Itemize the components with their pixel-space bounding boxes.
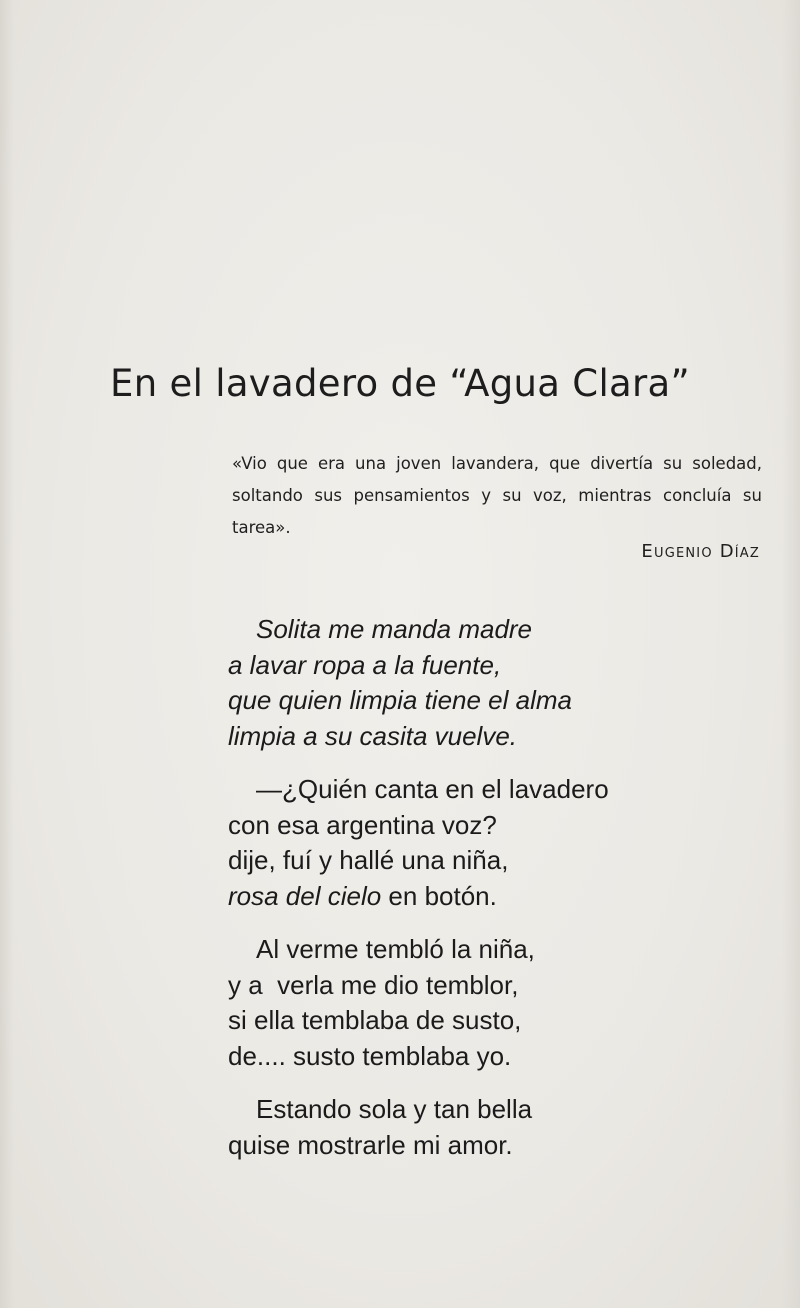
poem-line: Al verme tembló la niña, (256, 934, 535, 964)
poem-line: Estando sola y tan bella (256, 1094, 533, 1124)
poem-line: dije, fuí y hallé una niña, (228, 845, 509, 875)
poem-line: —¿Quién canta en el lavadero (256, 774, 609, 804)
poem-line: Solita me manda madre (256, 614, 533, 644)
stanza-3 (228, 932, 768, 1074)
italic-phrase: rosa del cielo (228, 880, 382, 911)
poem-line: con esa argentina voz? (228, 809, 497, 840)
stanza-4 (228, 1092, 768, 1163)
page-edge-right (782, 0, 800, 1308)
poem-line: que quien limpia tiene el alma (228, 685, 572, 715)
poem-line: quise mostrarle mi amor. (228, 1129, 513, 1160)
poem-line: de.... susto temblaba yo. (228, 1040, 512, 1071)
poem-line (228, 879, 768, 915)
poem-line: y a verla me dio temblor, (228, 969, 519, 1000)
poem-title: En el lavadero de “Agua Clara” (110, 362, 690, 405)
poem-line: si ella temblaba de susto, (228, 1005, 522, 1035)
poem-body (228, 612, 768, 1181)
epigraph-quote: «Vio que era una joven lavandera, que divertía su soledad, soltando sus pensamientos y su voz, mientras concluía su tarea». (232, 454, 762, 537)
poem-line: limpia a su casita vuelve. (228, 720, 518, 751)
poem-line: a lavar ropa a la fuente, (228, 649, 502, 680)
line-rest: en botón. (381, 880, 497, 911)
page-edge-left (0, 0, 14, 1308)
epigraph-author: Eugenio Díaz (641, 541, 760, 562)
stanza-1 (228, 612, 768, 754)
stanza-2 (228, 772, 768, 914)
